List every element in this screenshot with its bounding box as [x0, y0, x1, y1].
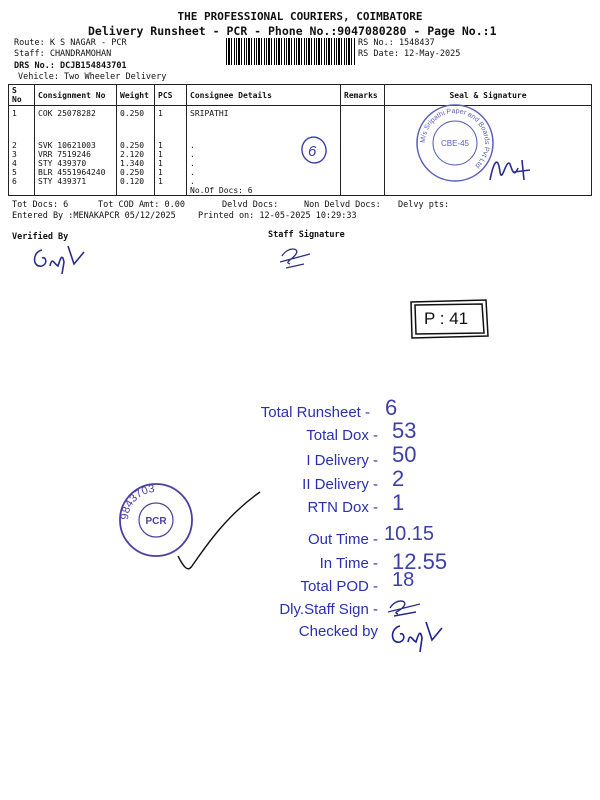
- summary-ii-delivery: [302, 476, 378, 493]
- cell-consignee: .: [187, 150, 341, 159]
- printed-on: Printed on: 12-05-2025 10:29:33: [198, 211, 357, 221]
- cell-weight: 0.120: [117, 177, 155, 186]
- rs-date: RS Date: 12-May-2025: [358, 49, 461, 59]
- cell-consignee: .: [187, 177, 341, 186]
- cell-pcs: 1: [155, 150, 187, 159]
- table-row: [9, 106, 592, 119]
- verified-by: Verified By: [12, 232, 69, 242]
- cell-pcs: 1: [155, 159, 187, 168]
- seal-code: CBE-45: [440, 139, 470, 148]
- cell-pcs: 1: [155, 106, 187, 119]
- summary-label: II Delivery -: [302, 476, 378, 493]
- summary-total-pod: [300, 578, 378, 595]
- checker-signature: [386, 614, 450, 658]
- cell-consignee: .: [187, 168, 341, 177]
- cell-consignment: COK 25078282: [35, 106, 117, 119]
- cell-pcs: 1: [155, 141, 187, 150]
- col-consignment: Consignment No: [35, 85, 117, 106]
- summary-value: 18: [392, 569, 415, 591]
- staff: Staff: CHANDRAMOHAN: [14, 49, 112, 59]
- summary-out-time: [308, 531, 378, 548]
- table-header: [9, 85, 592, 106]
- summary-total-dox: [306, 427, 378, 444]
- cell-weight: 0.250: [117, 106, 155, 119]
- staff-signature-label: Staff Signature: [268, 230, 345, 240]
- cell-weight: 0.250: [117, 141, 155, 150]
- stamp-ring-text: 9843703: [118, 482, 156, 521]
- company-title: THE PROFESSIONAL COURIERS, COIMBATORE: [177, 10, 423, 23]
- stamp-center: PCR: [145, 516, 167, 527]
- cell-weight: 0.250: [117, 168, 155, 177]
- circled-count-mark: [296, 134, 336, 168]
- recipient-signature: [484, 150, 534, 190]
- cell-weight: 1.340: [117, 159, 155, 168]
- summary-in-time: [320, 555, 378, 572]
- cell-remarks: [341, 159, 385, 168]
- summary-i-delivery: [306, 452, 378, 469]
- col-weight: Weight: [117, 85, 155, 106]
- seal-ring-text: M/s Sripathi Paper and Boards Pvt Ltd: [419, 107, 491, 169]
- summary-value: 12.55: [392, 549, 448, 574]
- col-consignee: Consignee Details: [187, 85, 341, 106]
- summary-total-runsheet: [261, 404, 370, 421]
- cell-consignee: .: [187, 159, 341, 168]
- cell-consignment: STY 439371: [35, 177, 117, 186]
- delvd-docs: Delvd Docs:: [222, 200, 279, 210]
- cell-consignee: .: [187, 141, 341, 150]
- cell-sno: 6: [9, 177, 35, 186]
- summary-label: In Time -: [319, 555, 378, 572]
- delvy-pts: Delvy pts:: [398, 200, 450, 210]
- summary-value: 2: [392, 466, 405, 491]
- cell-sno: 1: [9, 106, 35, 119]
- summary-label: Total Runsheet -: [260, 404, 370, 421]
- page-note: P : 41: [424, 309, 469, 328]
- tick-mark: [176, 486, 266, 576]
- cell-remarks: [341, 177, 385, 186]
- summary-label: Out Time -: [307, 531, 378, 548]
- route: Route: K S NAGAR - PCR: [14, 38, 127, 48]
- no-of-docs: No.Of Docs: 6: [187, 186, 341, 196]
- col-pcs: PCS: [155, 85, 187, 106]
- cell-pcs: 1: [155, 168, 187, 177]
- cell-sno: 4: [9, 159, 35, 168]
- cell-weight: 2.120: [117, 150, 155, 159]
- summary-value: 1: [392, 490, 405, 515]
- staff-signature: [276, 240, 316, 270]
- cell-remarks: [341, 141, 385, 150]
- cell-consignment: BLR 4551964240: [35, 168, 117, 177]
- handwritten-six: 6: [308, 143, 317, 160]
- tot-cod: Tot COD Amt: 0.00: [98, 200, 185, 210]
- rs-number: RS No.: 1548437: [358, 38, 435, 48]
- summary-value: 50: [392, 442, 417, 467]
- summary-value: 53: [392, 418, 417, 443]
- tot-docs: Tot Docs: 6: [12, 200, 69, 210]
- cell-sno: 2: [9, 141, 35, 150]
- summary-label: Total POD -: [300, 578, 378, 595]
- non-delvd-docs: Non Delvd Docs:: [304, 200, 381, 210]
- cell-remarks: [341, 150, 385, 159]
- barcode: [226, 38, 356, 65]
- summary-label: Dly.Staff Sign -: [279, 601, 378, 618]
- cell-sno: 5: [9, 168, 35, 177]
- summary-label: I Delivery -: [306, 452, 378, 469]
- cell-consignee: SRIPATHI: [187, 106, 341, 119]
- cell-consignment: STY 439370: [35, 159, 117, 168]
- summary-dly-staff-sign: [279, 601, 378, 618]
- vehicle: Vehicle: Two Wheeler Delivery: [18, 72, 167, 82]
- cell-remarks: [341, 168, 385, 177]
- col-seal: Seal & Signature: [385, 85, 592, 106]
- summary-label: RTN Dox -: [307, 499, 378, 516]
- cell-remarks: [341, 106, 385, 119]
- entered-by: Entered By :MENAKAPCR 05/12/2025: [12, 211, 176, 221]
- col-sno: S No: [9, 85, 35, 106]
- drs-number: DRS No.: DCJB154843701: [14, 61, 127, 71]
- summary-label: Checked by: [298, 623, 378, 640]
- summary-value: 10.15: [384, 523, 435, 545]
- summary-value: 6: [385, 395, 398, 420]
- cell-sno: 3: [9, 150, 35, 159]
- cell-consignment: SVK 10621003: [35, 141, 117, 150]
- runsheet-title: Delivery Runsheet - PCR - Phone No.:9047080280 - Page No.:1: [88, 24, 497, 38]
- cell-consignment: VRR 7519246: [35, 150, 117, 159]
- col-remarks: Remarks: [341, 85, 385, 106]
- summary-label: Total Dox -: [306, 427, 378, 444]
- cell-pcs: 1: [155, 177, 187, 186]
- verifier-signature: [28, 238, 92, 278]
- summary-rtn-dox: [307, 499, 378, 516]
- summary-checked-by: [299, 623, 378, 640]
